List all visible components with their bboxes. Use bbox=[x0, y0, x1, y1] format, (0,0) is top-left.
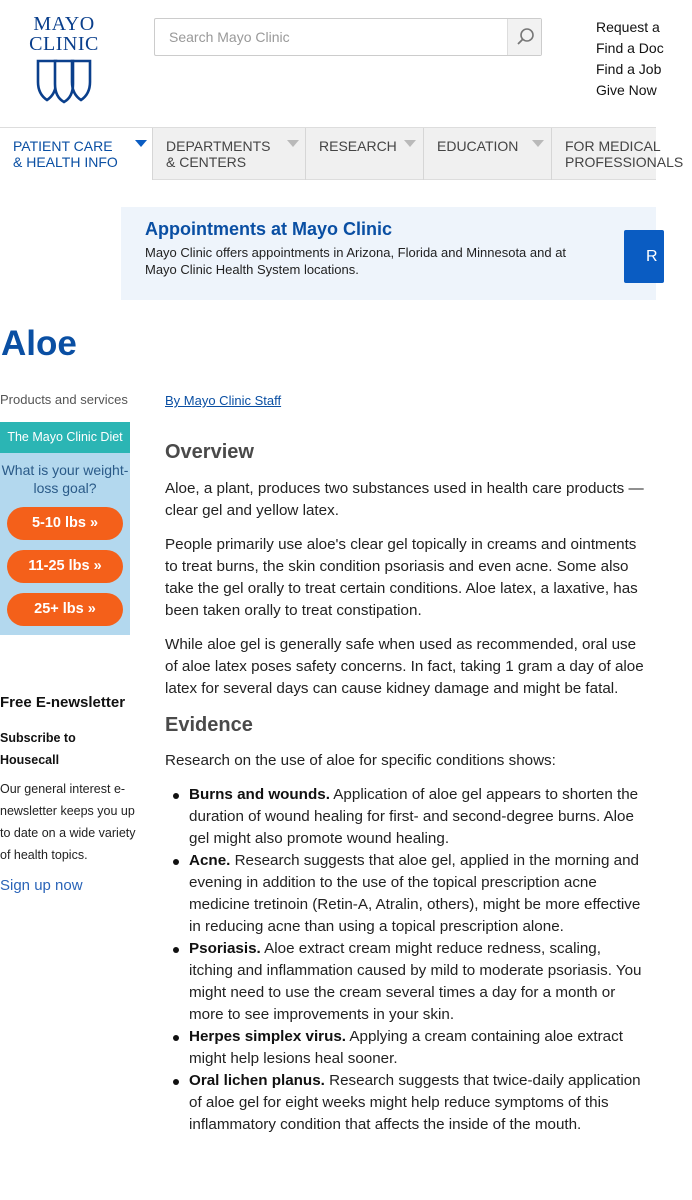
nav-item-label: FOR MEDICAL PROFESSIONALS bbox=[565, 138, 684, 170]
main-nav bbox=[0, 127, 684, 180]
article-body bbox=[165, 392, 645, 1136]
chevron-down-icon bbox=[404, 140, 416, 147]
evidence-term: Burns and wounds. bbox=[189, 786, 330, 803]
logo-word-mayo: MAYO bbox=[33, 13, 95, 35]
list-item bbox=[189, 938, 645, 1026]
products-services-label: Products and services bbox=[0, 392, 128, 407]
list-item bbox=[189, 784, 645, 850]
nav-item-research[interactable] bbox=[306, 128, 424, 180]
nav-item-patient-care[interactable] bbox=[0, 128, 153, 180]
page-title: Aloe bbox=[1, 324, 77, 363]
nav-item-departments[interactable] bbox=[153, 128, 306, 180]
overview-paragraph: Aloe, a plant, produces two substances used in health care products — clear gel and yellow latex. bbox=[165, 480, 644, 519]
list-item bbox=[189, 1070, 645, 1136]
newsletter-signup-link[interactable]: Sign up now bbox=[0, 877, 83, 894]
chevron-down-icon bbox=[135, 140, 147, 147]
evidence-text: Research suggests that aloe gel, applied in the morning and evening in addition to the use of the topical prescription acne medicine tretinoin (Retin-A, Atralin, others), might be more effective in reducing acne than using a topical prescription alone. bbox=[189, 852, 641, 935]
nav-item-label: RESEARCH bbox=[319, 138, 397, 154]
quick-links bbox=[596, 17, 664, 101]
search-icon bbox=[508, 19, 542, 55]
diet-option-25plus-button[interactable]: 25+ lbs » bbox=[7, 593, 123, 626]
evidence-text: Applying a cream containing aloe extract might help lesions heal sooner. bbox=[189, 1028, 623, 1067]
list-item bbox=[189, 850, 645, 938]
newsletter-subtitle: Subscribe to Housecall bbox=[0, 731, 76, 767]
quick-link-request-appointment[interactable]: Request a bbox=[596, 19, 660, 35]
evidence-text: Application of aloe gel appears to shorten the duration of wound healing for first- and second-degree burns. Aloe gel might also promote wound healing. bbox=[189, 786, 639, 847]
evidence-text: Research suggests that twice-daily application of aloe gel for eight weeks might help reduce symptoms of this inflammatory condition that affects the inside of the mouth. bbox=[189, 1072, 641, 1133]
list-item bbox=[189, 1026, 645, 1070]
evidence-term: Acne. bbox=[189, 852, 231, 869]
nav-item-education[interactable] bbox=[424, 128, 552, 180]
logo-word-clinic: CLINIC bbox=[29, 33, 99, 55]
evidence-intro: Research on the use of aloe for specific conditions shows: bbox=[165, 752, 556, 769]
nav-item-label: PATIENT CARE & HEALTH INFO bbox=[13, 138, 118, 170]
search-button[interactable] bbox=[507, 19, 541, 55]
quick-link-find-doctor[interactable]: Find a Doc bbox=[596, 40, 664, 56]
search-input[interactable] bbox=[155, 19, 507, 55]
evidence-term: Herpes simplex virus. bbox=[189, 1028, 347, 1045]
nav-item-medical-professionals[interactable] bbox=[552, 128, 692, 180]
nav-item-label: DEPARTMENTS & CENTERS bbox=[166, 138, 271, 170]
appointment-text: Mayo Clinic offers appointments in Arizona, Florida and Minnesota and at Mayo Clinic Health System locations. bbox=[145, 245, 567, 277]
evidence-heading: Evidence bbox=[165, 714, 253, 736]
evidence-term: Psoriasis. bbox=[189, 940, 261, 957]
appointment-banner bbox=[121, 207, 656, 300]
chevron-down-icon bbox=[532, 140, 544, 147]
shields-icon bbox=[35, 58, 93, 104]
search-box bbox=[154, 18, 542, 56]
newsletter-description: Our general interest e-newsletter keeps you up to date on a wide variety of health topics. bbox=[0, 782, 136, 862]
byline-link[interactable]: By Mayo Clinic Staff bbox=[165, 393, 282, 408]
diet-promo-header: The Mayo Clinic Diet bbox=[0, 422, 130, 453]
diet-promo[interactable] bbox=[0, 422, 130, 635]
evidence-list bbox=[165, 784, 645, 1136]
nav-item-label: EDUCATION bbox=[437, 138, 519, 154]
overview-heading: Overview bbox=[165, 441, 254, 463]
quick-link-find-job[interactable]: Find a Job bbox=[596, 61, 662, 77]
diet-option-5-10-button[interactable]: 5-10 lbs » bbox=[7, 507, 123, 540]
diet-option-11-25-button[interactable]: 11-25 lbs » bbox=[7, 550, 123, 583]
overview-paragraph: People primarily use aloe's clear gel topically in creams and ointments to treat burns, the skin condition psoriasis and even acne. Some also take the gel orally to treat certain conditions. Aloe latex, a laxative, has been taken orally to treat constipation. bbox=[165, 536, 638, 619]
newsletter-title: Free E-newsletter bbox=[0, 694, 126, 711]
request-appointment-button[interactable]: R bbox=[624, 230, 664, 283]
appointment-title[interactable]: Appointments at Mayo Clinic bbox=[145, 219, 393, 239]
evidence-term: Oral lichen planus. bbox=[189, 1072, 325, 1089]
overview-paragraph: While aloe gel is generally safe when used as recommended, oral use of aloe latex poses safety concerns. In fact, taking 1 gram a day of aloe latex for several days can cause kidney damage and might be fatal. bbox=[165, 636, 644, 697]
mayo-clinic-logo[interactable] bbox=[24, 14, 104, 104]
diet-promo-question: What is your weight-loss goal? bbox=[1, 462, 129, 496]
chevron-down-icon bbox=[287, 140, 299, 147]
quick-link-give-now[interactable]: Give Now bbox=[596, 82, 657, 98]
evidence-text: Aloe extract cream might reduce redness, scaling, itching and inflammation caused by mild to moderate psoriasis. You might need to use the cream several times a day for a month or more to see improvements in your skin. bbox=[189, 940, 642, 1023]
